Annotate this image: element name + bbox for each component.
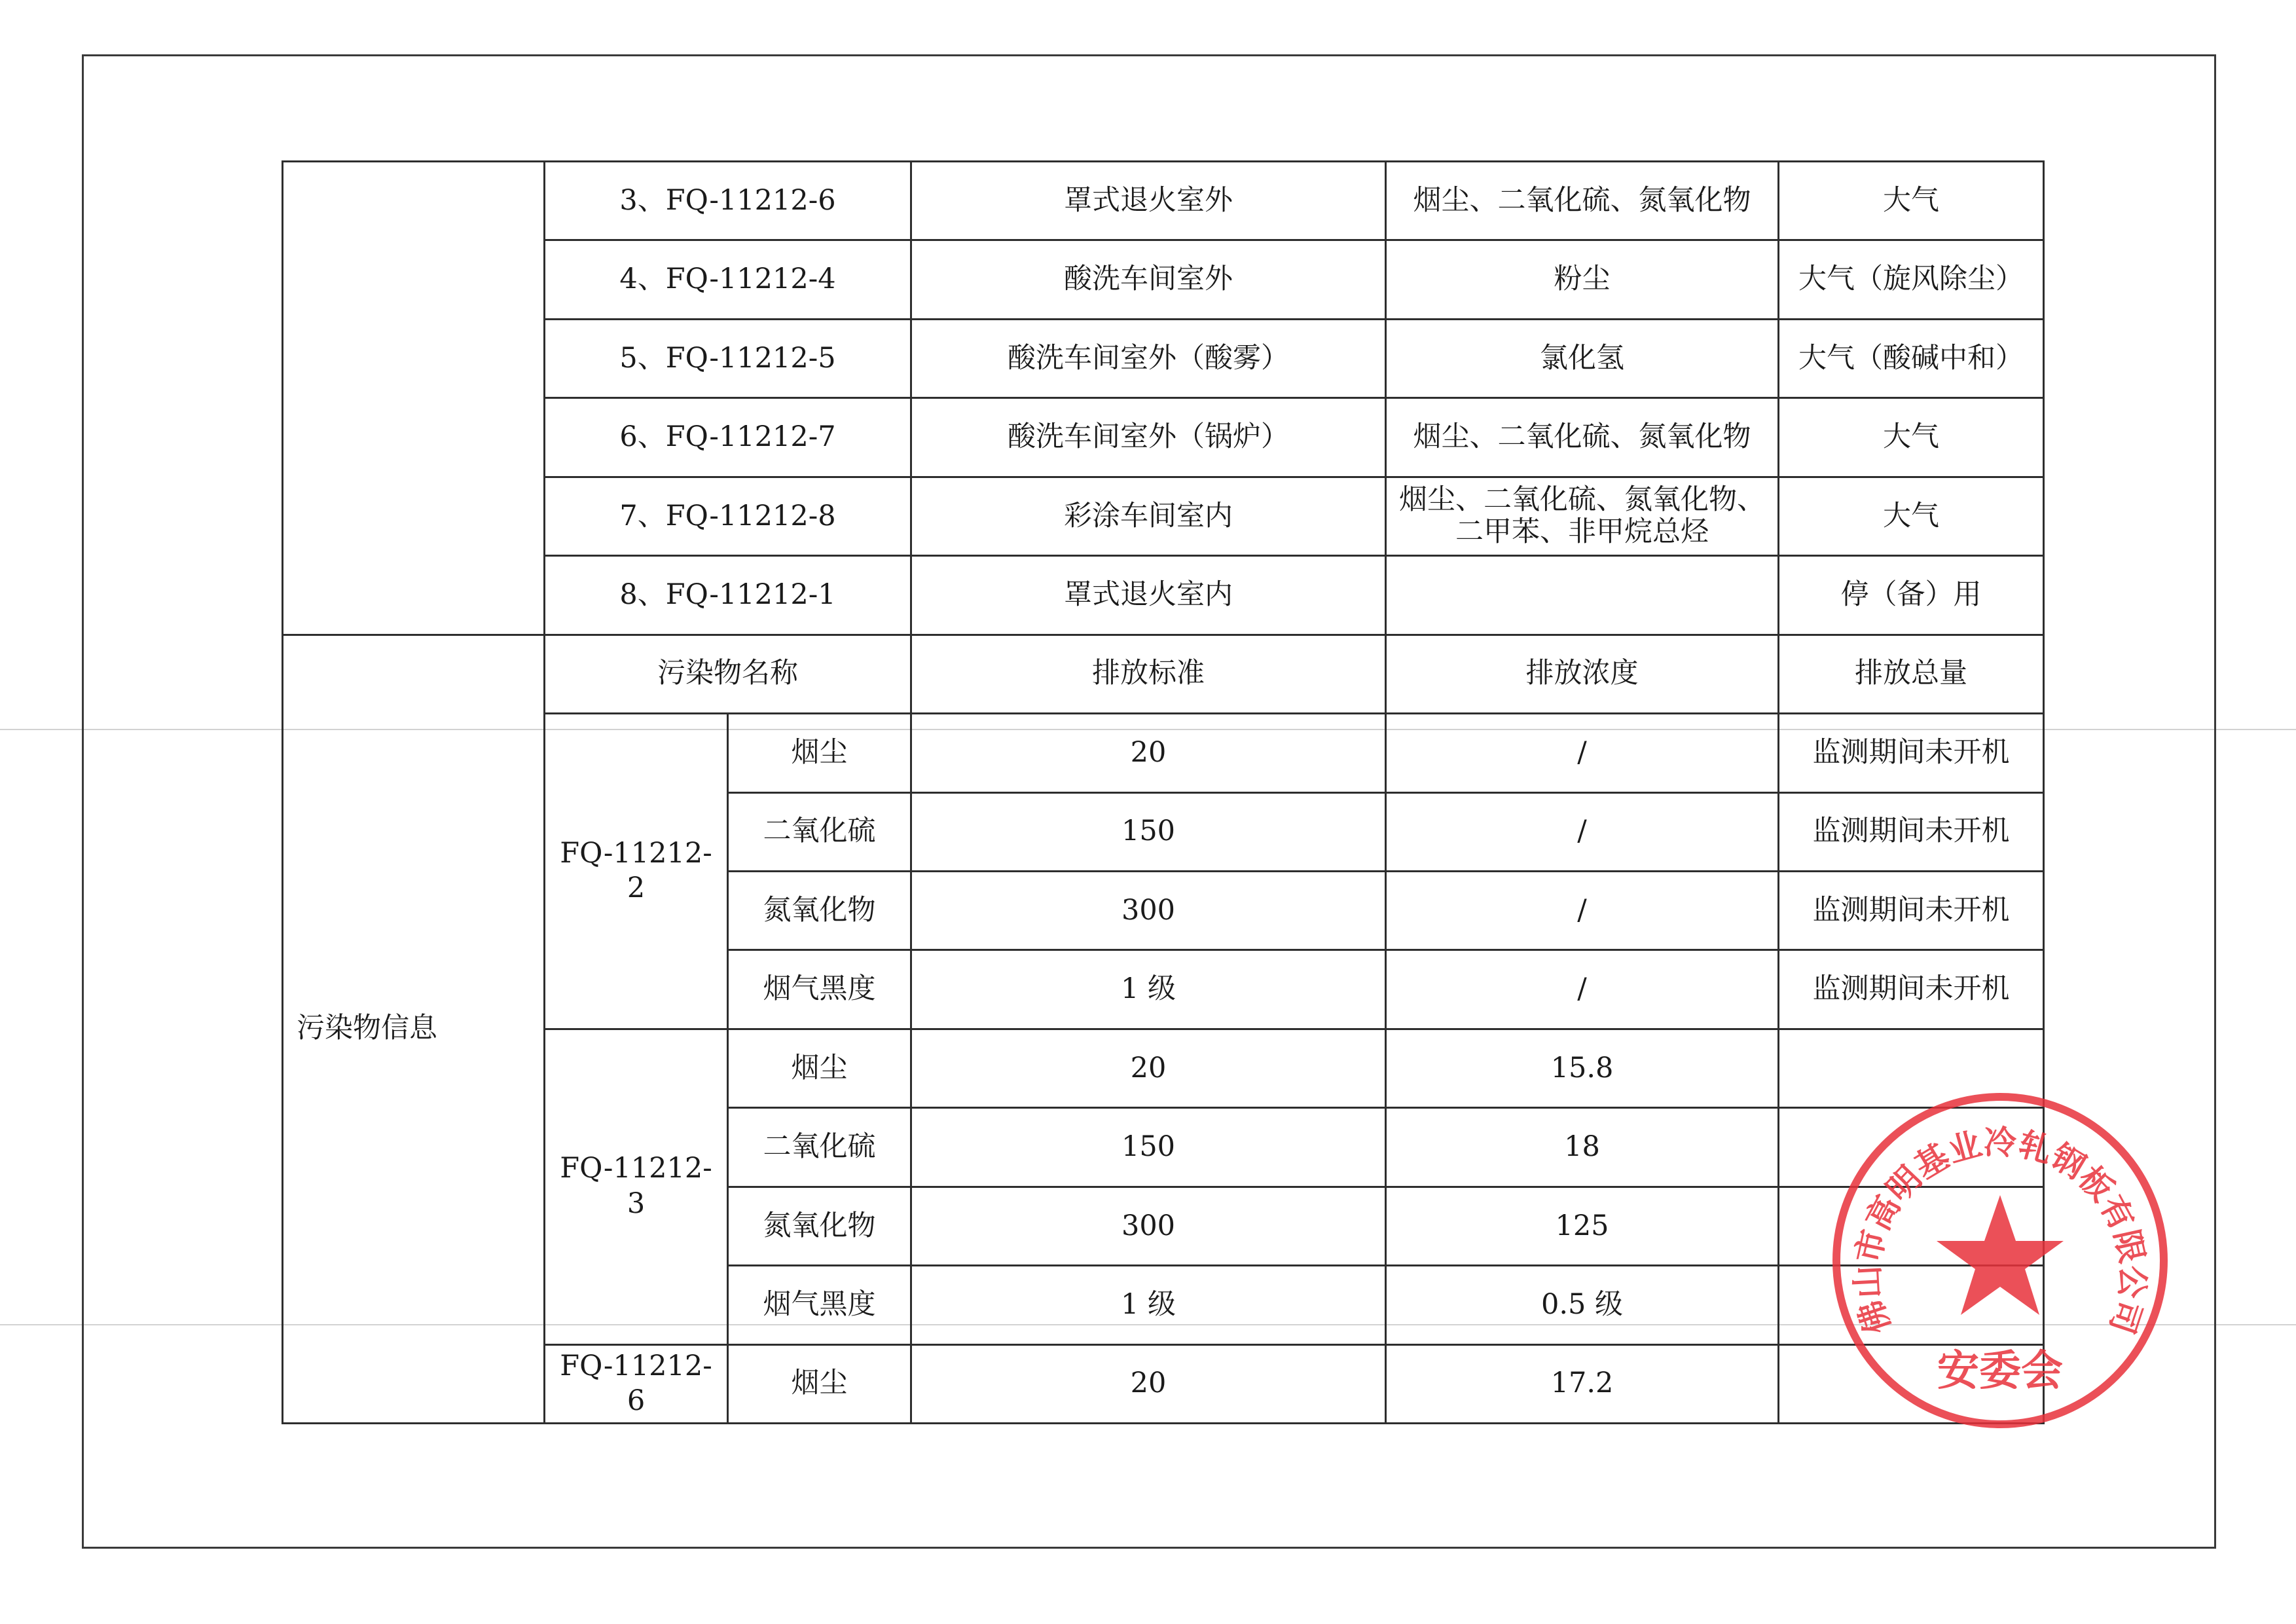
outlet-row — [283, 398, 2044, 477]
pollutant-name: 烟气黑度 — [728, 950, 911, 1029]
pollutant-name: 氮氧化物 — [728, 1187, 911, 1265]
outlet-row — [283, 477, 2044, 555]
header-concentration: 排放浓度 — [1386, 635, 1779, 713]
pollutant-concentration: 125 — [1386, 1187, 1779, 1265]
pollutant-name: 烟气黑度 — [728, 1266, 911, 1344]
pollutant-name: 二氧化硫 — [728, 792, 911, 871]
outlet-pollutants: 烟尘、二氧化硫、氮氧化物 — [1386, 162, 1779, 240]
pollutant-concentration: / — [1386, 714, 1779, 792]
pollutant-total: 监测期间未开机 — [1779, 792, 2044, 871]
pollutant-concentration: / — [1386, 792, 1779, 871]
pollutant-row — [283, 1029, 2044, 1107]
pollutant-name: 烟尘 — [728, 1029, 911, 1107]
pollutant-row — [283, 714, 2044, 792]
seal-star-icon — [1937, 1195, 2064, 1315]
pollutant-standard: 1 级 — [911, 950, 1386, 1029]
pollutant-standard: 20 — [911, 714, 1386, 792]
header-pollutant-name: 污染物名称 — [545, 635, 911, 713]
outlet-row — [283, 162, 2044, 240]
group-code: FQ-11212-2 — [545, 714, 728, 1029]
outlet-destination: 大气 — [1779, 477, 2044, 555]
outlet-pollutants — [1386, 477, 1779, 555]
seal-arc-textpath: 佛山市高明基业冷轧钢板有限公司 — [1848, 1123, 2153, 1339]
outlet-destination: 大气 — [1779, 162, 2044, 240]
pollutant-name: 二氧化硫 — [728, 1108, 911, 1187]
blank-side-cell — [283, 162, 545, 635]
pollutant-standard: 150 — [911, 792, 1386, 871]
outlet-pollutants: 氯化氢 — [1386, 319, 1779, 397]
outlet-location: 彩涂车间室内 — [911, 477, 1386, 555]
pollutant-total: 监测期间未开机 — [1779, 871, 2044, 950]
pollutant-concentration: 0.5 级 — [1386, 1266, 1779, 1344]
pollutant-concentration: / — [1386, 950, 1779, 1029]
pollutant-row — [283, 1344, 2044, 1423]
pollutant-standard: 150 — [911, 1108, 1386, 1187]
pollutant-standard: 300 — [911, 1187, 1386, 1265]
pollutant-standard: 1 级 — [911, 1266, 1386, 1344]
pollutant-concentration: 15.8 — [1386, 1029, 1779, 1107]
company-seal — [1827, 1087, 2174, 1434]
group-code: FQ-11212-6 — [545, 1344, 728, 1423]
outlet-destination: 大气（酸碱中和） — [1779, 319, 2044, 397]
header-total: 排放总量 — [1779, 635, 2044, 713]
outlet-pollutants-line: 烟尘、二氧化硫、氮氧化物、 — [1399, 483, 1766, 517]
group-code: FQ-11212-3 — [545, 1029, 728, 1344]
outlet-row — [283, 319, 2044, 397]
outlet-location: 酸洗车间室外（酸雾） — [911, 319, 1386, 397]
pollutant-name: 烟尘 — [728, 1344, 911, 1423]
outlet-destination: 停（备）用 — [1779, 556, 2044, 635]
outlet-pollutants: 粉尘 — [1386, 240, 1779, 319]
header-standard: 排放标准 — [911, 635, 1386, 713]
pollutant-name: 氮氧化物 — [728, 871, 911, 950]
outlet-id: 7、FQ-11212-8 — [545, 477, 911, 555]
outlet-id: 3、FQ-11212-6 — [545, 162, 911, 240]
pollutant-total: 监测期间未开机 — [1779, 950, 2044, 1029]
seal-bottom-text: 安委会 — [1937, 1346, 2063, 1395]
outlet-id: 4、FQ-11212-4 — [545, 240, 911, 319]
pollutant-concentration: / — [1386, 871, 1779, 950]
pollutant-info-table — [282, 160, 2045, 1424]
pollutant-standard: 20 — [911, 1029, 1386, 1107]
pollutant-standard: 300 — [911, 871, 1386, 950]
outlet-pollutants-line: 二甲苯、非甲烷总烃 — [1455, 515, 1709, 549]
outlet-destination: 大气（旋风除尘） — [1779, 240, 2044, 319]
outlet-location: 酸洗车间室外（锅炉） — [911, 398, 1386, 477]
outlet-location: 酸洗车间室外 — [911, 240, 1386, 319]
pollutant-standard: 20 — [911, 1344, 1386, 1423]
pollutant-total: 监测期间未开机 — [1779, 714, 2044, 792]
outlet-id: 5、FQ-11212-5 — [545, 319, 911, 397]
pollutant-header-row — [283, 635, 2044, 713]
outlet-location: 罩式退火室外 — [911, 162, 1386, 240]
section-label: 污染物信息 — [283, 635, 545, 1423]
pollutant-name: 烟尘 — [728, 714, 911, 792]
pollutant-concentration: 18 — [1386, 1108, 1779, 1187]
outlet-location: 罩式退火室内 — [911, 556, 1386, 635]
outlet-pollutants — [1386, 556, 1779, 635]
pollutant-concentration: 17.2 — [1386, 1344, 1779, 1423]
outlet-pollutants: 烟尘、二氧化硫、氮氧化物 — [1386, 398, 1779, 477]
outlet-row — [283, 240, 2044, 319]
outlet-row — [283, 556, 2044, 635]
outlet-id: 8、FQ-11212-1 — [545, 556, 911, 635]
outlet-destination: 大气 — [1779, 398, 2044, 477]
outlet-id: 6、FQ-11212-7 — [545, 398, 911, 477]
